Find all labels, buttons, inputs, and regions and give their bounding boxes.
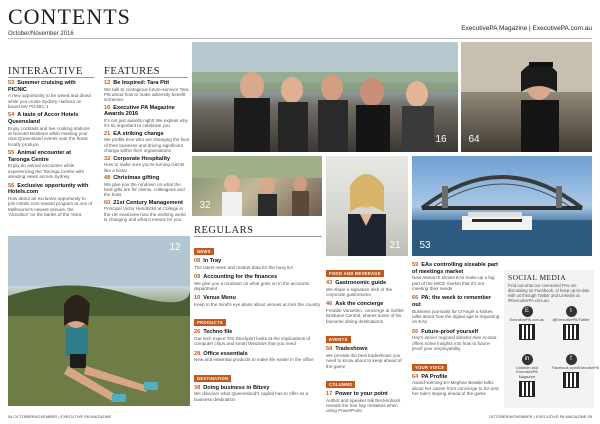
sydney-harbour-photo[interactable] [412, 156, 592, 256]
social-description: Find out what our connected PAs are discussing on Facebook, or keep up-to-date with us through Twitter and LinkedIn at #ExecutivePA.com.au [508, 283, 590, 303]
social-linkedin[interactable]: in LinkedIn and ExecutivePA Magazine [508, 354, 546, 397]
harbour-photo-art [412, 156, 592, 256]
regular-item[interactable]: 10 Venue Menu Keep in the mind's eye plans about venues across the country [194, 295, 321, 307]
regular-item[interactable]: 28 Office essentials New and essential products to make life easier in the office [194, 350, 314, 363]
footer-right: OCTOBER/NOVEMBER | EXECUTIVE PA MAGAZINE 05 [488, 414, 592, 419]
blonde-page-badge: 21 [389, 240, 401, 251]
awards-page-badge: 16 [435, 134, 447, 145]
page-title: CONTENTS [8, 4, 131, 29]
corporate-page-badge: 32 [199, 200, 211, 211]
qr-code-icon [519, 324, 535, 340]
section-tag: EVENTS [326, 336, 351, 343]
profile-woman-photo[interactable] [461, 42, 592, 152]
section-tag: FOOD AND BEVERAGE [326, 270, 384, 277]
facebook-icon: f [566, 354, 577, 365]
interactive-item[interactable]: 54 A taste of Accor Hotels Queensland Enjoy cocktails and live cooking stations at Novotel Brisbane while meeting your next Queensland events over the finest locally produce. [8, 112, 90, 147]
site-links[interactable]: ExecutivePA Magazine | ExecutivePA.com.au [461, 25, 592, 32]
section-tag: NEWS [194, 248, 214, 255]
striking-change-photo[interactable] [326, 156, 408, 256]
qr-code-icon [563, 372, 579, 388]
social-website[interactable]: E ExecutivePA.com.au [508, 306, 546, 340]
section-tag: PRODUCTS [194, 319, 226, 326]
social-twitter[interactable]: t @ExecutivePA/Twitter [552, 306, 590, 340]
interactive-item[interactable]: 53 Summer cruising with PICNIC A new opportunity to be wined and dined while you cruise Sydney Harbour on board MV PICNIC 1 [8, 80, 91, 109]
header-divider [8, 38, 592, 39]
feature-item[interactable]: 21 EA striking change We profile EAs who are changing the face of their business and driving significant change within their organisations [104, 130, 190, 154]
feature-item[interactable]: 32 Corporate Hospitality How to make sure you're turning clients like a boss! [104, 155, 185, 173]
regular-item[interactable]: COLUMNS 17 Power to your point Author and speaker Nik Beckenback reveals the four key mistakes when using PowerPoint [326, 382, 401, 414]
linkedin-icon: in [522, 354, 533, 365]
qr-code-icon [519, 381, 535, 397]
qr-code-icon [563, 324, 579, 340]
issue-date: October/November 2016 [8, 31, 74, 37]
awards-photo-art [192, 42, 458, 152]
corporate-hospitality-photo[interactable] [192, 156, 322, 216]
regulars-heading: REGULARS [194, 225, 254, 236]
feature-item[interactable]: 12 Be Inspired: Tara Pitt We talk to contagious future-survivor Tara Pitt about how to make adversity benefit someone. [104, 80, 189, 103]
interactive-item[interactable]: 55 Animal encounter at Taronga Centre Enjoy an animal encounter while experiencing the Taronga Centre with amazing views across Sydney [8, 150, 85, 180]
interactive-list [8, 80, 94, 217]
regulars-column-1 [194, 240, 322, 406]
features-rule [104, 77, 188, 78]
twitter-icon: t [566, 306, 577, 317]
footer-left: 04 OCTOBER/NOVEMBER | EXECUTIVE PA MAGAZINE [8, 414, 112, 419]
regular-item[interactable]: FOOD AND BEVERAGE 43 Gastronomic guide We share a signature dish of the corporate gastronome [326, 271, 393, 297]
regular-item[interactable]: NEWS 08 In Tray The latest news and market data for the busy EA [194, 249, 294, 270]
social-heading: SOCIAL MEDIA [508, 273, 567, 282]
section-tag: YOUR VOICE [412, 364, 447, 371]
social-facebook[interactable]: f Facebook.com/ExecutivePA [552, 354, 590, 388]
awards-night-photo[interactable] [192, 42, 458, 152]
tara-photo-art [8, 236, 190, 406]
regulars-rule [194, 236, 322, 237]
regulars-column-3 [412, 262, 500, 400]
regular-item[interactable]: 66 Future-proof yourself Hey's senior regional director Alex Acosta offers some insights into how to future-proof your employability [412, 328, 497, 352]
feature-item[interactable]: 16 Executive PA Magazine Awards 2016 It's not just awards night! We explain why it's so important to celebrate you [104, 104, 188, 129]
woman-page-badge: 64 [468, 134, 480, 145]
regular-item[interactable]: YOUR VOICE 64 PA Profile Award-winning EA Meghan Beattie talks about her career from concierge to EA and her tale's staying ahead of the game [412, 364, 499, 397]
interactive-rule [8, 77, 94, 78]
tara-pitt-photo[interactable] [8, 236, 190, 406]
regular-item[interactable]: 09 Accounting for the finances We give you a rundown on what goes on in the accounts department [194, 274, 310, 291]
regular-item[interactable]: 66 PA: the week to remember out Business journalist for O'Angel a Nokes talks about how the digital age is impacting on EAs [412, 295, 500, 325]
section-tag: DESTINATION [194, 375, 231, 382]
tara-page-badge: 12 [169, 242, 181, 253]
section-tag: COLUMNS [326, 381, 355, 388]
interactive-heading: INTERACTIVE [8, 66, 83, 77]
regular-item[interactable]: 46 Ask the concierge Freddie Vanasten, concierge at Sofitel Brisbane Central, shares some of his favourite dining destinations [326, 301, 404, 324]
feature-item[interactable]: 60 21st Century Management Principal Victor Hendricks at College in the UK examines how the working world is changing and what it means for you. [104, 199, 186, 223]
features-heading: FEATURES [104, 66, 160, 77]
regulars-column-2 [326, 262, 408, 418]
regular-item[interactable]: EVENTS 58 Tradeshows We provide the best tradeshows you need to know about to keep ahead of the game [326, 337, 402, 369]
features-list [104, 80, 190, 223]
regular-item[interactable]: DESTINATION 38 Doing business in Bitzey We discover what Queensland's capital has to offer as a business destination [194, 375, 309, 402]
harbour-page-badge: 53 [419, 240, 431, 251]
website-icon: E [522, 306, 533, 317]
interactive-item[interactable]: 56 Exclusive opportunity with Hotels.com How about an exclusive opportunity to join Hotels.com reward program at one of Melbourne's newest venues, the 'Alondrice' on the banks of the Yarra [8, 182, 93, 218]
regular-item[interactable]: PRODUCTS 26 Techno file Our tech expert Tim Stockport looks at the implications of computer chips and smart Windows that you need [194, 320, 311, 347]
feature-item[interactable]: 48 Christmas gifting We give you the rundown on what the best gifts are for clients, colleagues and the boss [104, 175, 185, 198]
social-media-box [504, 270, 600, 408]
regular-item[interactable]: 59 EAs controlling sizeable part of meetings market New research shows EAs make up a big part of the MICE market that it's not meeting their needs [412, 262, 499, 291]
